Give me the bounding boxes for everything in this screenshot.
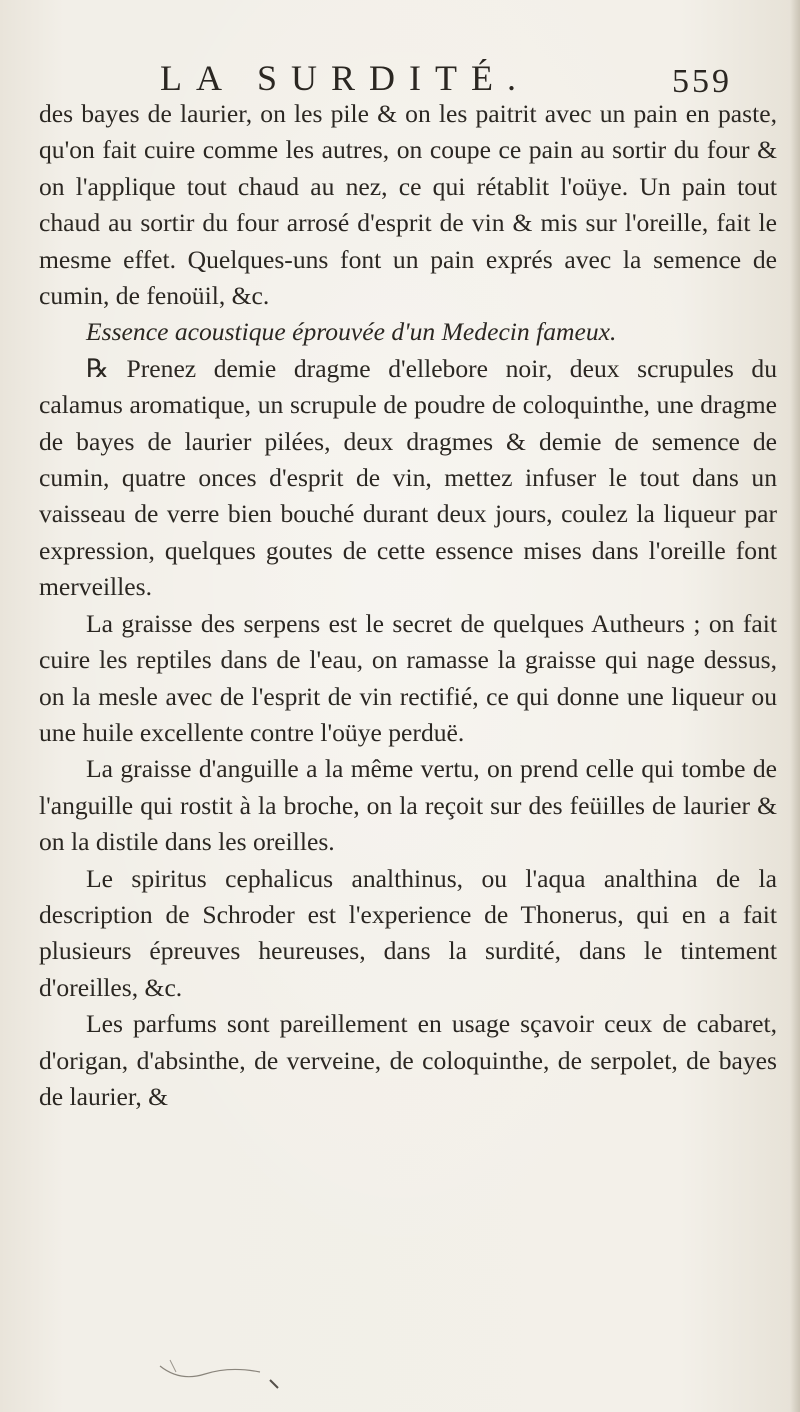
running-title: LA SURDITÉ. (160, 58, 530, 98)
paragraph-5: La graisse d'anguille a la même vertu, on prend celle qui tombe de l'anguille qui rostit à la broche, on la reçoit sur des feüilles de laurier & on la distile dans les oreilles. (39, 754, 777, 857)
paragraph-7: Les parfums sont pareillement en usage sçavoir ceux de cabaret, d'origan, d'absinthe, de verveine, de coloquinthe, de serpolet, de bayes de laurier, & (39, 1009, 777, 1111)
paragraph-1: des bayes de laurier, on les pile & on les paitrit avec un pain en paste, qu'on fait cuire comme les autres, on coupe ce pain au sortir du four & on l'applique tout chaud au nez, ce qui rétablit l'oüye. Un pain tout chaud au sortir du four arrosé d'esprit de vin & mis sur l'oreille, fait le mesme effet. Quelques-uns font un pain exprés avec la semence de cumin, de fenoüil, &c. (39, 99, 777, 311)
paragraph-2-heading: Essence acoustique éprouvée d'un Medecin fameux. (86, 317, 617, 347)
paragraph-3-recipe: ℞ Prenez demie dragme d'ellebore noir, deux scrupules du calamus aromatique, un scrupule de poudre de coloquinthe, une dragme de bayes de laurier pilées, deux dragmes & demie de semence de cumin, quatre onces d'esprit de vin, mettez infuser le tout dans un vaisseau de verre bien bouché durant deux jours, coulez la liqueur par expression, quelques goutes de cette essence mises dans l'oreille font merveilles. (39, 353, 777, 602)
page-edge-shadow (790, 0, 800, 1412)
page-header (0, 56, 800, 100)
ink-smudge-mark (150, 1352, 300, 1392)
body-text (39, 96, 777, 1115)
paragraph-4: La graisse des serpens est le secret de quelques Autheurs ; on fait cuire les reptiles dans de l'eau, on ramasse la graisse qui nage dessus, on la mesle avec de l'esprit de vin rectifié, ce qui donne une liqueur ou une huile excellente contre l'oüye perduë. (39, 608, 777, 747)
page-number: 559 (672, 63, 732, 100)
paragraph-6: Le spiritus cephalicus analthinus, ou l'aqua analthina de la description de Schroder est l'experience de Thonerus, qui en a fait plusieurs épreuves heureuses, dans la surdité, dans le tintement d'oreilles, &c. (39, 863, 777, 1002)
